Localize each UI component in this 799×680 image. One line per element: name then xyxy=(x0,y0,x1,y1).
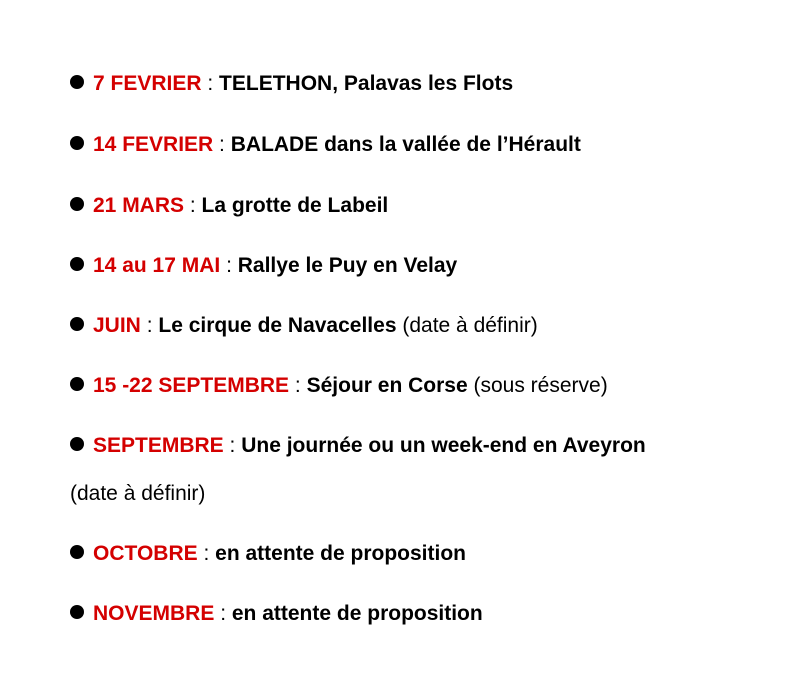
event-description: TELETHON, Palavas les Flots xyxy=(219,72,514,95)
event-item xyxy=(70,434,646,458)
event-description: Une journée ou un week-end en Aveyron xyxy=(241,434,646,457)
event-date: OCTOBRE xyxy=(93,542,198,565)
bullet-icon xyxy=(70,257,84,271)
event-date: 7 FEVRIER xyxy=(93,72,202,95)
event-item xyxy=(70,602,483,626)
event-description: BALADE dans la vallée de l’Hérault xyxy=(230,133,581,156)
event-item xyxy=(70,72,513,96)
event-separator: : xyxy=(201,72,220,95)
event-note-line xyxy=(70,482,205,506)
event-note: (date à définir) xyxy=(70,482,206,505)
event-note: (date à définir) xyxy=(396,314,538,337)
event-date: 21 MARS xyxy=(93,194,185,217)
event-item xyxy=(70,254,457,278)
bullet-icon xyxy=(70,75,84,89)
event-separator: : xyxy=(197,542,216,565)
event-separator: : xyxy=(214,602,232,625)
event-item xyxy=(70,374,608,398)
bullet-icon xyxy=(70,545,84,559)
event-description: Séjour en Corse xyxy=(306,374,468,397)
bullet-icon xyxy=(70,317,84,331)
event-date: 14 FEVRIER xyxy=(93,133,214,156)
event-separator: : xyxy=(220,254,238,277)
event-separator: : xyxy=(140,314,159,337)
event-date: SEPTEMBRE xyxy=(93,434,224,457)
bullet-icon xyxy=(70,605,84,619)
event-note: (sous réserve) xyxy=(467,374,608,397)
event-date: JUIN xyxy=(93,314,141,337)
event-description: Le cirque de Navacelles xyxy=(158,314,397,337)
bullet-icon xyxy=(70,437,84,451)
event-description: La grotte de Labeil xyxy=(201,194,389,217)
event-date: NOVEMBRE xyxy=(93,602,215,625)
event-description: en attente de proposition xyxy=(215,542,466,565)
event-description: Rallye le Puy en Velay xyxy=(237,254,458,277)
event-separator: : xyxy=(289,374,307,397)
event-description: en attente de proposition xyxy=(231,602,483,625)
event-item xyxy=(70,314,538,338)
bullet-icon xyxy=(70,136,84,150)
bullet-icon xyxy=(70,377,84,391)
event-item xyxy=(70,542,466,566)
event-separator: : xyxy=(213,133,231,156)
event-separator: : xyxy=(223,434,242,457)
event-separator: : xyxy=(184,194,202,217)
event-date: 15 -22 SEPTEMBRE xyxy=(93,374,290,397)
bullet-icon xyxy=(70,197,84,211)
event-date: 14 au 17 MAI xyxy=(93,254,221,277)
event-item xyxy=(70,133,581,157)
event-item xyxy=(70,194,388,218)
